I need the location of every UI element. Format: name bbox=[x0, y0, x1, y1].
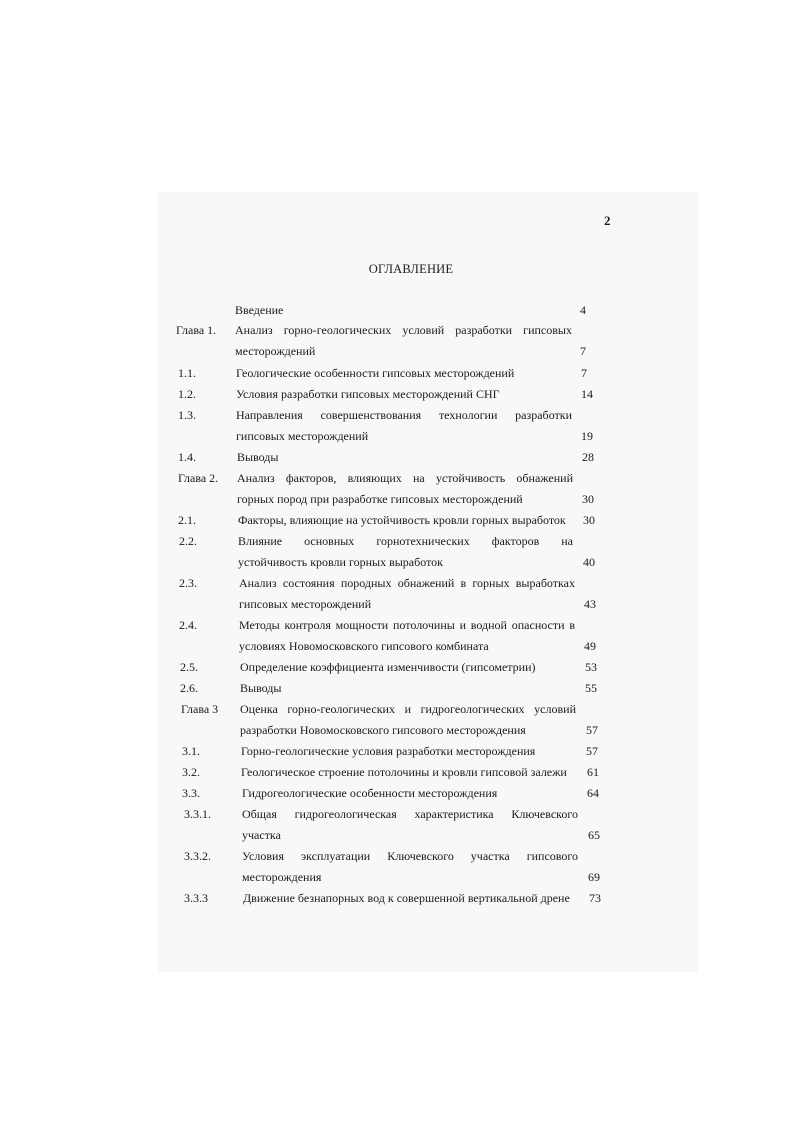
toc-entry-text: Горно-геологические условия разработки месторождения bbox=[241, 744, 536, 758]
toc-entry-text: Определение коэффициента изменчивости (гипсометрии) bbox=[240, 660, 536, 674]
toc-entry-page: 30 bbox=[582, 492, 594, 506]
toc-entry-number: 3.3. bbox=[182, 786, 200, 800]
toc-entry-number: 3.3.3 bbox=[184, 891, 208, 905]
toc-entry-page: 69 bbox=[588, 870, 600, 884]
toc-entry-text: Анализ факторов, влияющих на устойчивость обнажений bbox=[237, 471, 573, 485]
toc-entry-text: Анализ горно-геологических условий разработки гипсовых bbox=[235, 323, 572, 337]
toc-entry-text: гипсовых месторождений bbox=[236, 429, 369, 443]
toc-entry-text: Анализ состояния породных обнажений в горных выработках bbox=[239, 576, 575, 590]
toc-entry-page: 53 bbox=[585, 660, 597, 674]
toc-entry-text: Условия эксплуатации Ключевского участка гипсового bbox=[242, 849, 578, 863]
toc-entry-text: Движение безнапорных вод к совершенной вертикальной дрене bbox=[243, 891, 570, 905]
toc-entry-number: 3.3.1. bbox=[184, 807, 211, 821]
toc-entry-number: 3.2. bbox=[182, 765, 200, 779]
toc-entry-number: 2.4. bbox=[179, 618, 197, 632]
toc-entry-text: горных пород при разработке гипсовых месторождений bbox=[237, 492, 523, 506]
toc-entry-page: 73 bbox=[589, 891, 601, 905]
toc-entry-text: Выводы bbox=[240, 681, 282, 695]
toc-title: ОГЛАВЛЕНИЕ bbox=[368, 262, 454, 276]
toc-entry-number: 2.5. bbox=[180, 660, 198, 674]
toc-entry-text: Геологические особенности гипсовых месторождений bbox=[236, 366, 515, 380]
toc-entry-number: 2.6. bbox=[180, 681, 198, 695]
toc-entry-page: 57 bbox=[586, 723, 598, 737]
toc-entry-page: 43 bbox=[584, 597, 596, 611]
toc-entry-text: Общая гидрогеологическая характеристика Ключевского bbox=[242, 807, 578, 821]
toc-entry-page: 19 bbox=[581, 429, 593, 443]
toc-entry-number: 2.3. bbox=[179, 576, 197, 590]
toc-entry-number: 1.3. bbox=[178, 408, 196, 422]
toc-entry-page: 55 bbox=[585, 681, 597, 695]
toc-entry-page: 4 bbox=[580, 303, 586, 317]
toc-entry-text: Факторы, влияющие на устойчивость кровли горных выработок bbox=[238, 513, 566, 527]
toc-entry-page: 30 bbox=[583, 513, 595, 527]
toc-entry-number: 1.1. bbox=[178, 366, 196, 380]
toc-entry-number: 2.2. bbox=[179, 534, 197, 548]
toc-entry-text: Гидрогеологические особенности месторождения bbox=[242, 786, 498, 800]
toc-entry-text: Влияние основных горнотехнических факторов на bbox=[238, 534, 573, 548]
toc-entry-page: 7 bbox=[580, 344, 586, 358]
toc-entry-number: 3.1. bbox=[182, 744, 200, 758]
toc-entry-number: 1.2. bbox=[178, 387, 196, 401]
toc-entry-text: условиях Новомосковского гипсового комбината bbox=[239, 639, 489, 653]
page-number: 2 bbox=[604, 213, 611, 228]
toc-entry-number: 1.4. bbox=[178, 450, 196, 464]
toc-entry-page: 40 bbox=[583, 555, 595, 569]
toc-entry-number: 3.3.2. bbox=[184, 849, 211, 863]
toc-entry-page: 28 bbox=[582, 450, 594, 464]
toc-entry-number: Глава 1. bbox=[176, 323, 217, 337]
toc-entry-text: месторождений bbox=[235, 344, 316, 358]
toc-entry-text: Оценка горно-геологических и гидрогеологических условий bbox=[240, 702, 576, 716]
toc-entry-page: 65 bbox=[588, 828, 600, 842]
toc-entry-text: разработки Новомосковского гипсового месторождения bbox=[240, 723, 526, 737]
toc-entry-page: 64 bbox=[587, 786, 599, 800]
toc-entry-text: Введение bbox=[235, 303, 284, 317]
toc-entry-text: Направления совершенствования технологии разработки bbox=[236, 408, 572, 422]
toc-entry-text: Геологическое строение потолочины и кровли гипсовой залежи bbox=[241, 765, 567, 779]
toc-entry-page: 7 bbox=[581, 366, 587, 380]
toc-entry-text: участка bbox=[242, 828, 281, 842]
toc-entry-text: месторождения bbox=[242, 870, 322, 884]
toc-entry-number: Глава 2. bbox=[178, 471, 219, 485]
toc-entry-page: 14 bbox=[581, 387, 593, 401]
toc-entry-page: 57 bbox=[586, 744, 598, 758]
toc-entry-page: 49 bbox=[584, 639, 596, 653]
toc-entry-page: 61 bbox=[587, 765, 599, 779]
toc-entry-text: устойчивость кровли горных выработок bbox=[238, 555, 443, 569]
toc-entry-text: гипсовых месторождений bbox=[239, 597, 372, 611]
toc-entry-text: Методы контроля мощности потолочины и водной опасности в bbox=[239, 618, 575, 632]
toc-entry-number: 2.1. bbox=[178, 513, 196, 527]
toc-entry-text: Выводы bbox=[237, 450, 279, 464]
toc-entry-number: Глава 3 bbox=[181, 702, 219, 716]
toc-entry-text: Условия разработки гипсовых месторождений СНГ bbox=[236, 387, 500, 401]
